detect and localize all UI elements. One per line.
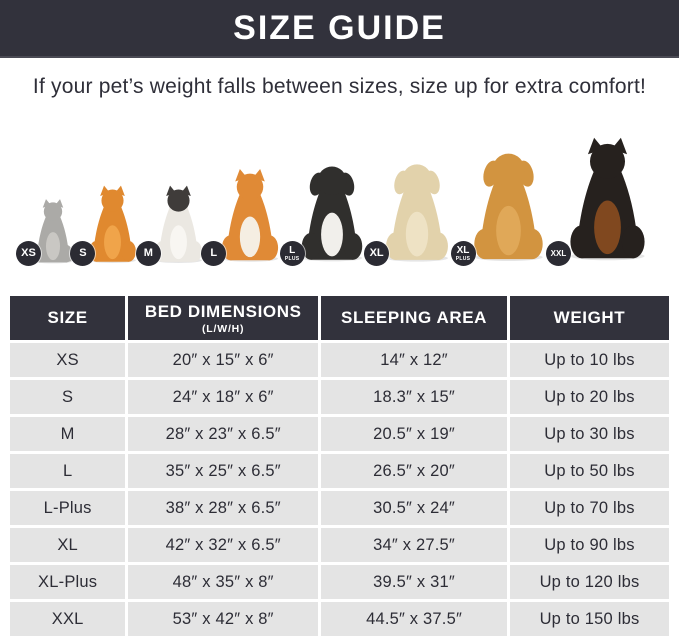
size-badge-xl-plus	[451, 241, 476, 266]
pet-item-labrador	[369, 153, 460, 267]
badge-sublabel: PLUS	[284, 255, 300, 262]
pet-item-doberman	[550, 130, 659, 267]
cell-xl-plus-size: XL-Plus	[10, 565, 125, 599]
cell-xxl-size: XXL	[10, 602, 125, 636]
column-header-label: SIZE	[47, 308, 88, 327]
badge-label: XS	[21, 247, 36, 259]
cell-l-size: L	[10, 454, 125, 488]
cell-s-size: S	[10, 380, 125, 414]
cell-l-plus-size: L-Plus	[10, 491, 125, 525]
column-header-weight	[510, 296, 669, 340]
cell-l-plus-bed: 38″ x 28″ x 6.5″	[128, 491, 318, 525]
cell-m-weight: Up to 30 lbs	[510, 417, 669, 451]
cell-xl-bed: 42″ x 32″ x 6.5″	[128, 528, 318, 562]
column-header-label: SLEEPING AREA	[341, 308, 488, 327]
badge-label: XXL	[550, 248, 567, 258]
cell-xxl-weight: Up to 150 lbs	[510, 602, 669, 636]
size-badge-xxl	[546, 241, 571, 266]
pet-item-shiba-inu	[211, 163, 289, 267]
header-band	[0, 0, 679, 58]
cell-xs-size: XS	[10, 343, 125, 377]
column-header-label: WEIGHT	[553, 308, 626, 327]
size-badge-l-plus	[280, 241, 305, 266]
cell-xl-size: XL	[10, 528, 125, 562]
cell-l-bed: 35″ x 25″ x 6.5″	[128, 454, 318, 488]
badge-label: L	[289, 244, 296, 256]
column-header-sleeping-area	[321, 296, 507, 340]
badge-label: XL	[456, 244, 470, 256]
column-header-label: BED DIMENSIONS	[144, 301, 302, 321]
cell-xs-bed: 20″ x 15″ x 6″	[128, 343, 318, 377]
cell-s-bed: 24″ x 18″ x 6″	[128, 380, 318, 414]
cell-xl-plus-bed: 48″ x 35″ x 8″	[128, 565, 318, 599]
pet-size-lineup	[21, 103, 659, 267]
cell-l-plus-area: 30.5″ x 24″	[321, 491, 507, 525]
badge-label: S	[79, 247, 87, 259]
cell-xs-weight: Up to 10 lbs	[510, 343, 669, 377]
column-header-bed-dimensions	[128, 296, 318, 340]
cell-s-weight: Up to 20 lbs	[510, 380, 669, 414]
badge-sublabel: PLUS	[455, 255, 471, 262]
size-badge-m	[136, 241, 161, 266]
page-title: SIZE GUIDE	[233, 8, 446, 47]
pet-item-border-collie	[284, 155, 374, 267]
cell-xxl-bed: 53″ x 42″ x 8″	[128, 602, 318, 636]
cell-l-area: 26.5″ x 20″	[321, 454, 507, 488]
badge-label: M	[143, 247, 153, 259]
size-table	[10, 296, 669, 636]
pet-item-golden-retriever	[455, 141, 556, 267]
size-badge-xl	[364, 241, 389, 266]
cell-m-area: 20.5″ x 19″	[321, 417, 507, 451]
cell-xl-weight: Up to 90 lbs	[510, 528, 669, 562]
doberman-image	[556, 130, 659, 267]
cell-xl-area: 34″ x 27.5″	[321, 528, 507, 562]
cell-xl-plus-weight: Up to 120 lbs	[510, 565, 669, 599]
cell-l-plus-weight: Up to 70 lbs	[510, 491, 669, 525]
column-header-size	[10, 296, 125, 340]
subtitle-text: If your pet’s weight falls between sizes, size up for extra comfort!	[32, 75, 647, 98]
cell-xl-plus-area: 39.5″ x 31″	[321, 565, 507, 599]
cell-xxl-area: 44.5″ x 37.5″	[321, 602, 507, 636]
column-header-sublabel: (L/W/H)	[202, 322, 245, 335]
badge-label: L	[210, 247, 218, 259]
cell-m-size: M	[10, 417, 125, 451]
cell-m-bed: 28″ x 23″ x 6.5″	[128, 417, 318, 451]
cell-l-weight: Up to 50 lbs	[510, 454, 669, 488]
cell-xs-area: 14″ x 12″	[321, 343, 507, 377]
cell-s-area: 18.3″ x 15″	[321, 380, 507, 414]
size-badge-xs	[16, 241, 41, 266]
badge-label: XL	[369, 247, 384, 259]
